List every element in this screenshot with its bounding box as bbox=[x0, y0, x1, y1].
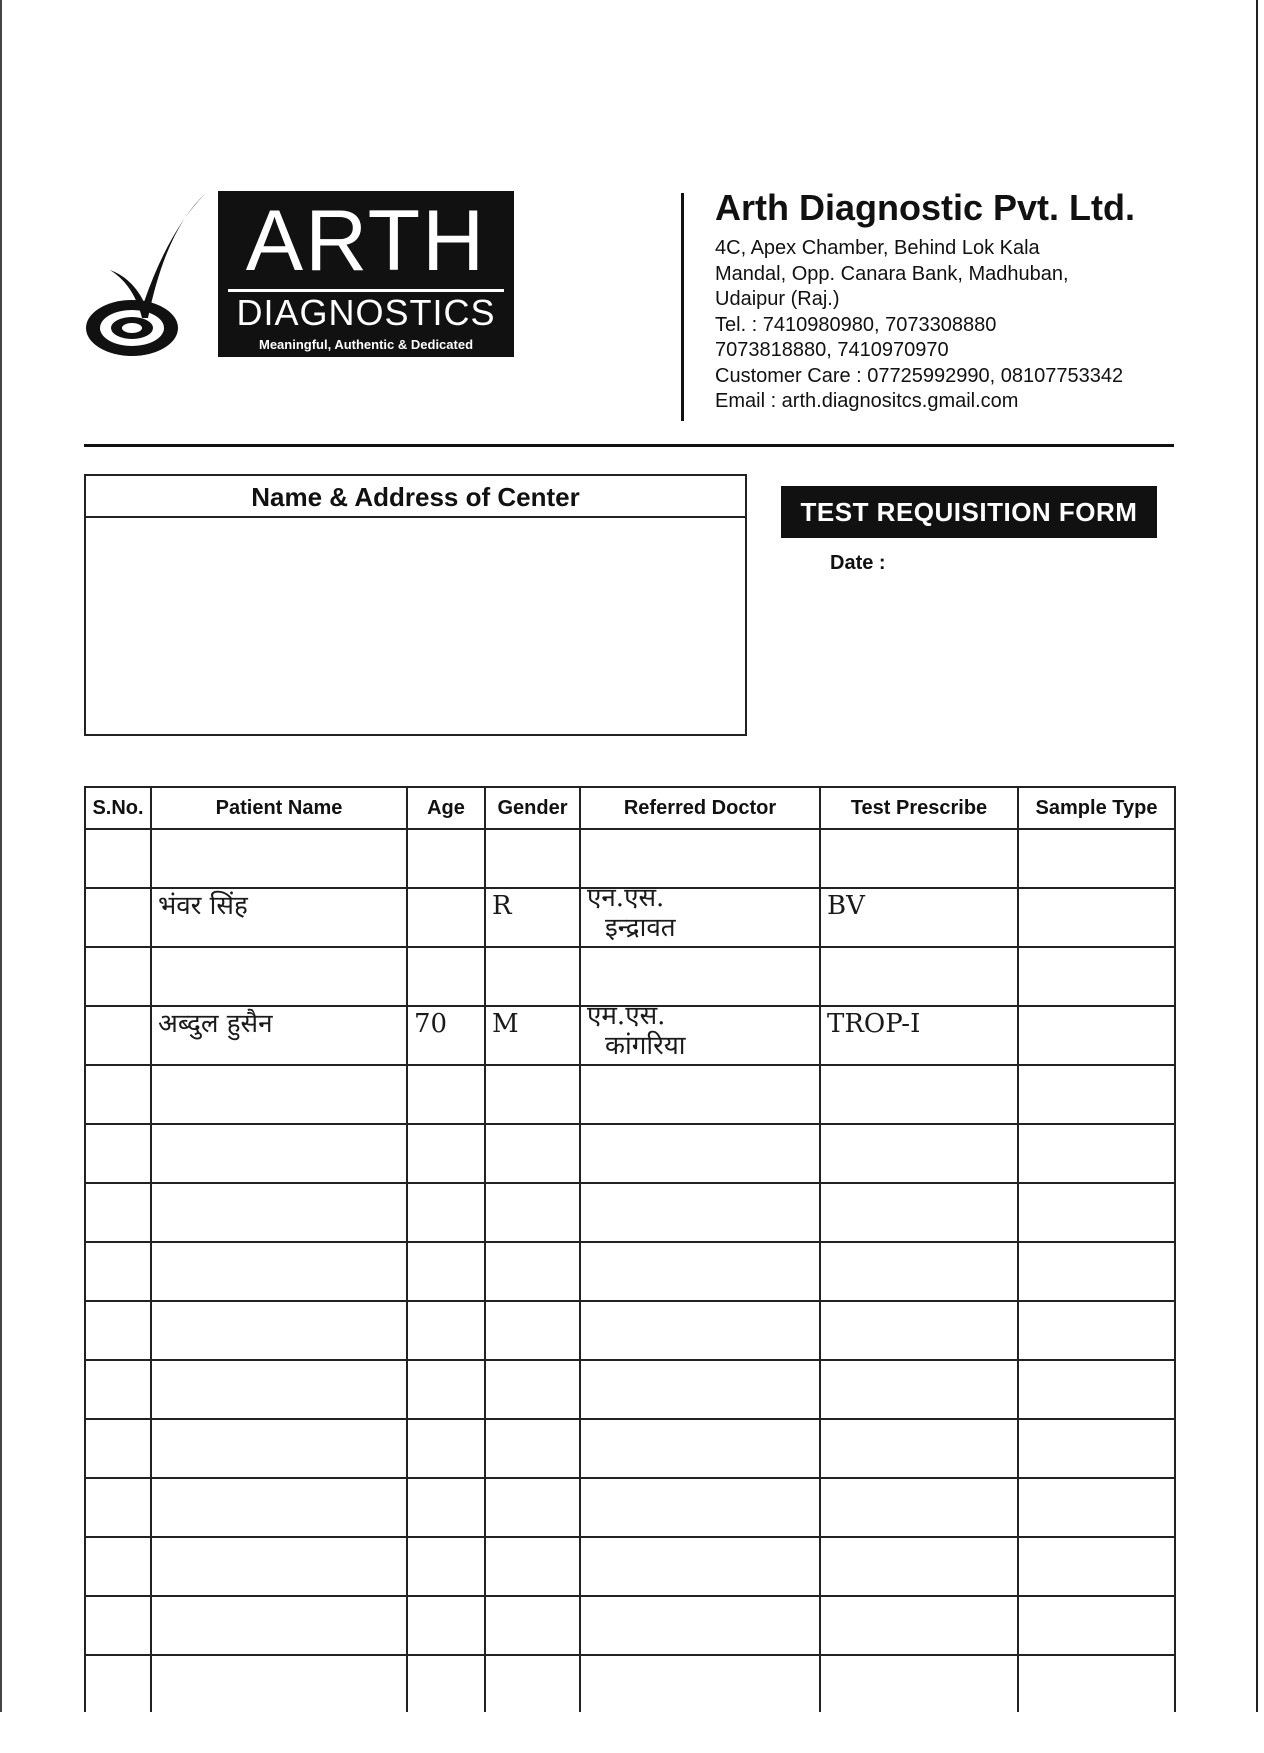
cell-sno[interactable] bbox=[85, 1006, 151, 1065]
col-header-sno: S.No. bbox=[85, 787, 151, 829]
cell-patient-name[interactable] bbox=[151, 947, 407, 1006]
cell-gender[interactable] bbox=[485, 1596, 580, 1655]
cell-test-prescribe[interactable] bbox=[820, 1419, 1018, 1478]
cell-age[interactable] bbox=[407, 1360, 485, 1419]
cell-sample-type[interactable] bbox=[1018, 829, 1175, 888]
cell-sno[interactable] bbox=[85, 1360, 151, 1419]
cell-sno[interactable] bbox=[85, 1655, 151, 1714]
table-row bbox=[85, 1537, 1175, 1596]
handwritten-entry: 70 bbox=[414, 1009, 448, 1039]
cell-gender[interactable] bbox=[485, 1124, 580, 1183]
cell-test-prescribe[interactable] bbox=[820, 1183, 1018, 1242]
company-logo bbox=[84, 190, 514, 360]
table-row bbox=[85, 1301, 1175, 1360]
cell-sample-type[interactable] bbox=[1018, 947, 1175, 1006]
address-line: Udaipur (Raj.) bbox=[715, 288, 840, 310]
table-row bbox=[85, 1360, 1175, 1419]
table-row bbox=[85, 1478, 1175, 1537]
cell-sample-type[interactable] bbox=[1018, 1655, 1175, 1714]
cell-age[interactable] bbox=[407, 1183, 485, 1242]
cell-patient-name[interactable] bbox=[151, 888, 407, 947]
cell-referred-doctor[interactable] bbox=[580, 883, 820, 947]
col-header-test-prescribe: Test Prescribe bbox=[820, 787, 1018, 829]
cell-age[interactable] bbox=[407, 888, 485, 947]
cell-test-prescribe[interactable] bbox=[820, 1242, 1018, 1301]
cell-gender[interactable] bbox=[485, 1478, 580, 1537]
handwritten-entry: अब्दुल हुसैन bbox=[158, 1009, 273, 1039]
logo-sub: DIAGNOSTICS bbox=[236, 292, 496, 333]
cell-sno[interactable] bbox=[85, 1242, 151, 1301]
cell-patient-name[interactable] bbox=[151, 1065, 407, 1124]
cell-test-prescribe[interactable] bbox=[820, 1655, 1018, 1714]
cell-sno[interactable] bbox=[85, 1478, 151, 1537]
cell-referred-doctor[interactable] bbox=[580, 1596, 820, 1655]
patient-table bbox=[84, 786, 1176, 1715]
cell-sno[interactable] bbox=[85, 947, 151, 1006]
cell-gender[interactable] bbox=[485, 1419, 580, 1478]
cell-sample-type[interactable] bbox=[1018, 1360, 1175, 1419]
col-header-age: Age bbox=[407, 787, 485, 829]
cell-test-prescribe[interactable] bbox=[820, 1537, 1018, 1596]
cell-age[interactable] bbox=[407, 1301, 485, 1360]
header-divider bbox=[681, 193, 684, 421]
cell-age[interactable] bbox=[407, 1006, 485, 1065]
cell-referred-doctor[interactable] bbox=[580, 1360, 820, 1419]
handwritten-entry: TROP-I bbox=[827, 1009, 921, 1039]
cell-sno[interactable] bbox=[85, 1596, 151, 1655]
page-edge-left bbox=[0, 0, 2, 1753]
cell-patient-name[interactable] bbox=[151, 1596, 407, 1655]
cell-gender[interactable] bbox=[485, 1183, 580, 1242]
cell-gender[interactable] bbox=[485, 1360, 580, 1419]
cell-patient-name[interactable] bbox=[151, 1183, 407, 1242]
table-row bbox=[85, 1124, 1175, 1183]
cell-test-prescribe[interactable] bbox=[820, 829, 1018, 888]
cell-sno[interactable] bbox=[85, 829, 151, 888]
table-row bbox=[85, 888, 1175, 947]
cell-sample-type[interactable] bbox=[1018, 888, 1175, 947]
cell-sample-type[interactable] bbox=[1018, 1006, 1175, 1065]
cell-patient-name[interactable] bbox=[151, 1301, 407, 1360]
cell-age[interactable] bbox=[407, 1242, 485, 1301]
cell-gender[interactable] bbox=[485, 1537, 580, 1596]
cell-referred-doctor[interactable] bbox=[580, 1001, 820, 1065]
cell-patient-name[interactable] bbox=[151, 829, 407, 888]
handwritten-entry: BV bbox=[827, 891, 865, 921]
cell-gender[interactable] bbox=[485, 1006, 580, 1065]
cell-referred-doctor[interactable] bbox=[580, 1537, 820, 1596]
cell-referred-doctor[interactable] bbox=[580, 1183, 820, 1242]
cell-age[interactable] bbox=[407, 1124, 485, 1183]
cell-referred-doctor[interactable] bbox=[580, 1478, 820, 1537]
cell-age[interactable] bbox=[407, 1419, 485, 1478]
cell-test-prescribe[interactable] bbox=[820, 1478, 1018, 1537]
cell-referred-doctor[interactable] bbox=[580, 1124, 820, 1183]
handwritten-entry: M bbox=[492, 1009, 519, 1039]
form-title: TEST REQUISITION FORM bbox=[781, 486, 1157, 538]
table-row bbox=[85, 1596, 1175, 1655]
cell-gender[interactable] bbox=[485, 1301, 580, 1360]
center-address-box[interactable] bbox=[84, 474, 747, 736]
cell-sno[interactable] bbox=[85, 1301, 151, 1360]
cell-referred-doctor[interactable] bbox=[580, 947, 820, 1006]
cell-patient-name[interactable] bbox=[151, 1419, 407, 1478]
cell-age[interactable] bbox=[407, 1596, 485, 1655]
company-name: Arth Diagnostic Pvt. Ltd. bbox=[715, 187, 1136, 228]
customer-care-line: Customer Care : 07725992990, 08107753342 bbox=[715, 364, 1124, 387]
table-row bbox=[85, 1065, 1175, 1124]
cell-referred-doctor[interactable] bbox=[580, 829, 820, 888]
cell-sample-type[interactable] bbox=[1018, 1065, 1175, 1124]
cell-age[interactable] bbox=[407, 1537, 485, 1596]
phone-line: Tel. : 7410980980, 7073308880 bbox=[715, 313, 997, 336]
cell-test-prescribe[interactable] bbox=[820, 1301, 1018, 1360]
cell-sample-type[interactable] bbox=[1018, 1301, 1175, 1360]
logo-wordmark bbox=[218, 191, 514, 357]
table-header-row bbox=[85, 787, 1175, 829]
table-row bbox=[85, 1242, 1175, 1301]
cell-age[interactable] bbox=[407, 1478, 485, 1537]
cell-test-prescribe[interactable] bbox=[820, 888, 1018, 947]
company-info bbox=[715, 186, 1245, 415]
cell-age[interactable] bbox=[407, 1655, 485, 1714]
cell-sno[interactable] bbox=[85, 1537, 151, 1596]
cell-gender[interactable] bbox=[485, 1065, 580, 1124]
cell-test-prescribe[interactable] bbox=[820, 947, 1018, 1006]
cell-patient-name[interactable] bbox=[151, 1360, 407, 1419]
address-line: 4C, Apex Chamber, Behind Lok Kala bbox=[715, 237, 1040, 259]
cell-test-prescribe[interactable] bbox=[820, 1124, 1018, 1183]
handwritten-entry: एम.एस. कांगरिया bbox=[587, 1001, 686, 1061]
table-body bbox=[85, 829, 1175, 1714]
date-label: Date : bbox=[830, 552, 886, 574]
cell-gender[interactable] bbox=[485, 947, 580, 1006]
cell-test-prescribe[interactable] bbox=[820, 1006, 1018, 1065]
handwritten-entry: भंवर सिंह bbox=[158, 891, 248, 921]
page-edge-right bbox=[1256, 0, 1258, 1753]
cell-patient-name[interactable] bbox=[151, 1006, 407, 1065]
logo-tagline: Meaningful, Authentic & Dedicated bbox=[258, 337, 474, 352]
cell-referred-doctor[interactable] bbox=[580, 1301, 820, 1360]
logo-word: ARTH bbox=[245, 193, 487, 289]
cell-sno[interactable] bbox=[85, 888, 151, 947]
cell-sample-type[interactable] bbox=[1018, 1242, 1175, 1301]
cell-sample-type[interactable] bbox=[1018, 1537, 1175, 1596]
cell-patient-name[interactable] bbox=[151, 1242, 407, 1301]
cell-gender[interactable] bbox=[485, 1242, 580, 1301]
phone-line: 7073818880, 7410970970 bbox=[715, 339, 949, 361]
cell-sno[interactable] bbox=[85, 1124, 151, 1183]
cell-patient-name[interactable] bbox=[151, 1655, 407, 1714]
cell-sno[interactable] bbox=[85, 1419, 151, 1478]
cell-sample-type[interactable] bbox=[1018, 1124, 1175, 1183]
table-row bbox=[85, 1655, 1175, 1714]
page-bottom-margin bbox=[0, 1712, 1264, 1753]
center-box-title: Name & Address of Center bbox=[86, 476, 745, 518]
table-row bbox=[85, 829, 1175, 888]
cell-sno[interactable] bbox=[85, 1183, 151, 1242]
cell-sample-type[interactable] bbox=[1018, 1419, 1175, 1478]
cell-referred-doctor[interactable] bbox=[580, 1419, 820, 1478]
cell-referred-doctor[interactable] bbox=[580, 1242, 820, 1301]
email-line: Email : arth.diagnositcs.gmail.com bbox=[715, 390, 1019, 412]
table-row bbox=[85, 1006, 1175, 1065]
handwritten-entry: एन.एस. इन्द्रावत bbox=[587, 883, 676, 943]
cell-patient-name[interactable] bbox=[151, 1124, 407, 1183]
cell-sample-type[interactable] bbox=[1018, 1596, 1175, 1655]
cell-referred-doctor[interactable] bbox=[580, 1655, 820, 1714]
header-rule bbox=[84, 444, 1174, 447]
cell-gender[interactable] bbox=[485, 1655, 580, 1714]
col-header-gender: Gender bbox=[485, 787, 580, 829]
cell-gender[interactable] bbox=[485, 829, 580, 888]
cell-sno[interactable] bbox=[85, 1065, 151, 1124]
checkmark-target-icon bbox=[84, 190, 219, 360]
cell-test-prescribe[interactable] bbox=[820, 1596, 1018, 1655]
handwritten-entry: R bbox=[492, 891, 512, 921]
cell-test-prescribe[interactable] bbox=[820, 1065, 1018, 1124]
address-line: Mandal, Opp. Canara Bank, Madhuban, bbox=[715, 262, 1069, 285]
cell-sample-type[interactable] bbox=[1018, 1183, 1175, 1242]
cell-patient-name[interactable] bbox=[151, 1537, 407, 1596]
table-row bbox=[85, 1419, 1175, 1478]
table-row bbox=[85, 1183, 1175, 1242]
cell-referred-doctor[interactable] bbox=[580, 1065, 820, 1124]
cell-patient-name[interactable] bbox=[151, 1478, 407, 1537]
cell-gender[interactable] bbox=[485, 888, 580, 947]
table-row bbox=[85, 947, 1175, 1006]
col-header-patient-name: Patient Name bbox=[151, 787, 407, 829]
cell-sample-type[interactable] bbox=[1018, 1478, 1175, 1537]
cell-test-prescribe[interactable] bbox=[820, 1360, 1018, 1419]
cell-age[interactable] bbox=[407, 947, 485, 1006]
cell-age[interactable] bbox=[407, 1065, 485, 1124]
col-header-referred-doctor: Referred Doctor bbox=[580, 787, 820, 829]
col-header-sample-type: Sample Type bbox=[1018, 787, 1175, 829]
cell-age[interactable] bbox=[407, 829, 485, 888]
